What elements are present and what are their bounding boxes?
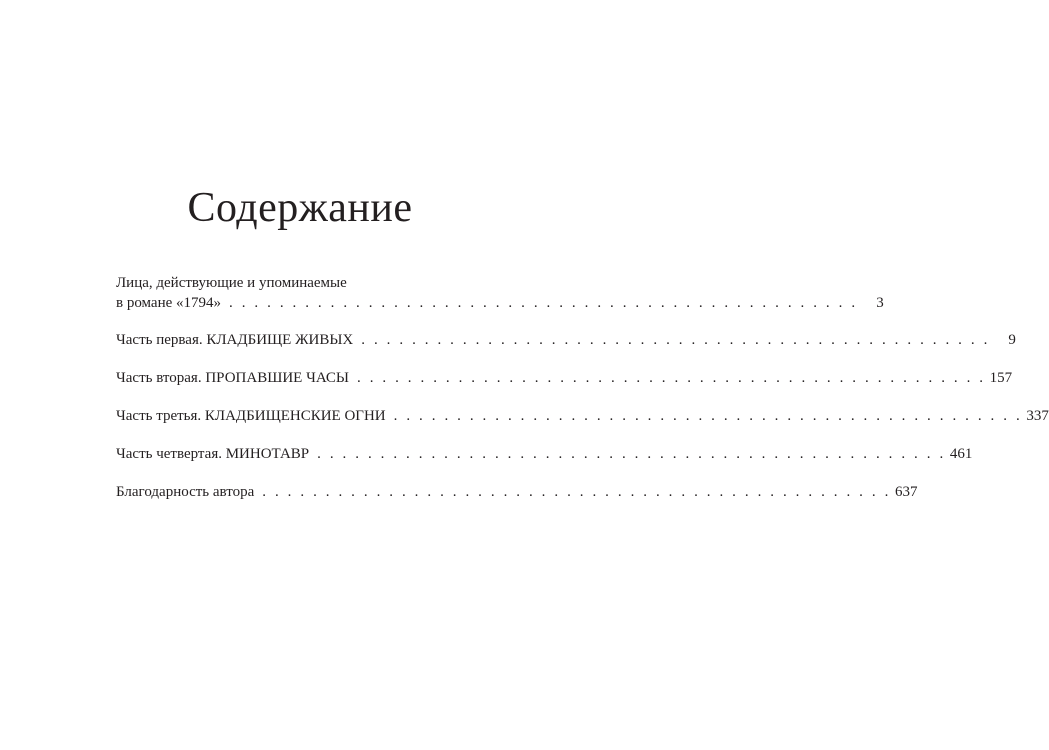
toc-page-number: 637 (894, 484, 918, 500)
toc-page-number: 9 (1008, 332, 1016, 348)
dot-leader: . . . . . . . . . . . . . . . . . . . . . . . . . . . . . . . . . . . . . . . . . . . . . . . . . . (361, 332, 990, 348)
dot-leader: . . . . . . . . . . . . . . . . . . . . . . . . . . . . . . . . . . . . . . . . . . . . . . . . . . (317, 446, 946, 462)
toc-entry-part-2 (116, 368, 1013, 388)
toc-entry-line (116, 482, 918, 502)
dot-leader: . . . . . . . . . . . . . . . . . . . . . . . . . . . . . . . . . . . . . . . . . . . . . . . . . . (229, 295, 858, 311)
toc-entry-line (116, 293, 884, 313)
toc-entry-part-4 (116, 444, 973, 464)
toc-entry-line (116, 330, 1016, 350)
dot-leader: . . . . . . . . . . . . . . . . . . . . . . . . . . . . . . . . . . . . . . . . . . . . . . . . . . (357, 370, 986, 386)
toc-page-number: 157 (989, 370, 1013, 386)
toc-page-number: 461 (949, 446, 973, 462)
toc-entry-title: Часть вторая. ПРОПАВШИЕ ЧАСЫ (116, 370, 349, 386)
toc-entry-title: Часть третья. КЛАДБИЩЕНСКИЕ ОГНИ (116, 408, 386, 424)
toc-page-number: 3 (876, 295, 884, 311)
toc-entry-title: Благодарность автора (116, 484, 255, 500)
toc-entry-title-line1: Лица, действующие и упоминаемые (116, 275, 347, 291)
toc-entry-title: Часть четвертая. МИНОТАВР (116, 446, 310, 462)
toc-entry-characters (116, 273, 884, 313)
toc-page-number: 337 (1026, 408, 1049, 424)
toc-entry-part-1 (116, 330, 1016, 350)
toc-entry-line (116, 406, 1049, 426)
toc-entry-acknowledgements (116, 482, 918, 502)
toc-entry-title: Часть первая. КЛАДБИЩЕ ЖИВЫХ (116, 332, 354, 348)
dot-leader: . . . . . . . . . . . . . . . . . . . . . . . . . . . . . . . . . . . . . . . . . . . . . . . . . . (393, 408, 1023, 424)
toc-entry-part-3 (116, 406, 1049, 426)
toc-entry-line (116, 368, 1013, 388)
page-title: Содержание (187, 185, 413, 231)
dot-leader: . . . . . . . . . . . . . . . . . . . . . . . . . . . . . . . . . . . . . . . . . . . . . . . . . . (262, 484, 891, 500)
toc-entry-title: в романе «1794» (116, 295, 222, 311)
toc-entry-line (116, 444, 973, 464)
